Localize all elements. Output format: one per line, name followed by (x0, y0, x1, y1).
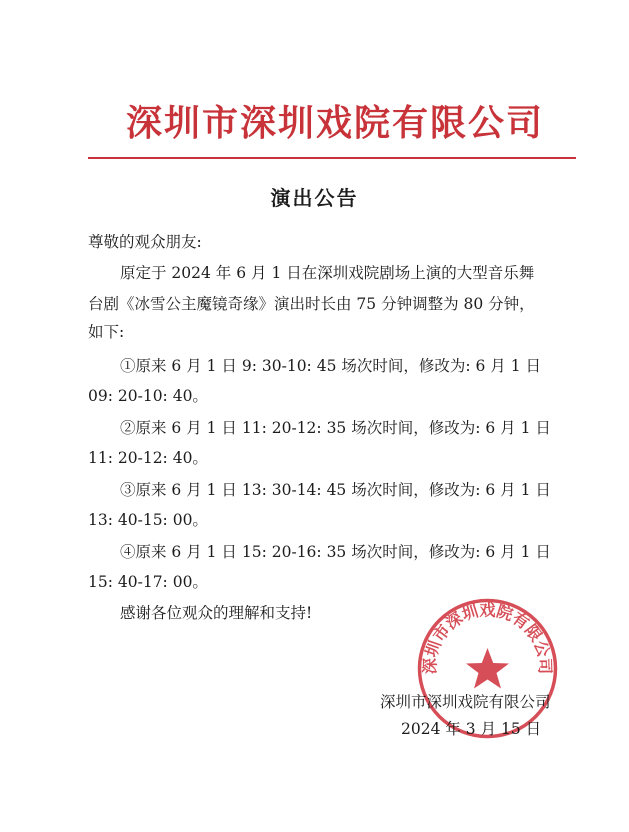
seal-arc-text: 深圳市深圳戏院有限公司 (420, 600, 555, 675)
change-4-line-1: ④原来 6 月 1 日 15: 20-16: 35 场次时间，修改为: 6 月 1 日 (120, 543, 551, 561)
change-3-line-1: ③原来 6 月 1 日 13: 30-14: 45 场次时间，修改为: 6 月 1 日 (120, 481, 551, 499)
letterhead-divider (88, 157, 576, 159)
change-3-line-2: 13: 40-15: 00。 (88, 511, 208, 529)
change-4-line-2: 15: 40-17: 00。 (88, 573, 208, 591)
salutation: 尊敬的观众朋友: (88, 233, 202, 251)
change-2-line-1: ②原来 6 月 1 日 11: 20-12: 35 场次时间，修改为: 6 月 1 日 (120, 419, 551, 437)
intro-line-3: 如下: (88, 323, 125, 341)
change-1-line-1: ①原来 6 月 1 日 9: 30-10: 45 场次时间，修改为: 6 月 1 日 (120, 357, 542, 375)
signature-organization: 深圳市深圳戏院有限公司 (380, 693, 551, 711)
signature-date: 2024 年 3 月 15 日 (401, 720, 542, 738)
intro-line-1: 原定于 2024 年 6 月 1 日在深圳戏院剧场上演的大型音乐舞 (120, 264, 535, 282)
letterhead-company-name: 深圳市深圳戏院有限公司 (125, 102, 544, 144)
closing-thanks: 感谢各位观众的理解和支持! (120, 604, 313, 622)
change-2-line-2: 11: 20-12: 40。 (88, 449, 208, 467)
notice-title: 演出公告 (270, 186, 359, 210)
change-1-line-2: 09: 20-10: 40。 (88, 387, 208, 405)
seal-star-icon (466, 648, 509, 689)
intro-line-2: 台剧《冰雪公主魔镜奇缘》演出时长由 75 分钟调整为 80 分钟， (88, 295, 535, 313)
